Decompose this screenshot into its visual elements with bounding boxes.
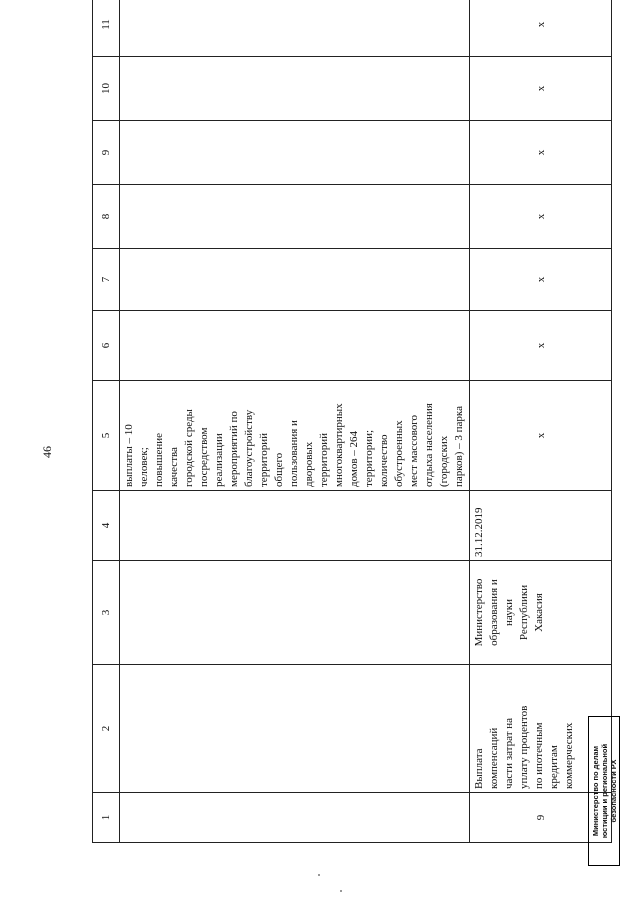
header-col-6: 6 [93,311,120,381]
table-cell: х [470,0,612,57]
table-cell: 31.12.2019 [470,491,612,561]
row-number: 9 [470,793,612,843]
table-cell: х [470,121,612,185]
table-cell [120,491,470,561]
table-cell: х [470,381,612,491]
table-container [92,19,612,843]
table-row [120,0,470,843]
table-cell: Выплата компенсаций части затрат на уплату процентов по ипотечным кредитам коммерческих [470,665,612,793]
program-table [92,0,612,843]
header-col-8: 8 [93,185,120,249]
header-col-11: 11 [93,0,120,57]
table-cell: х [470,311,612,381]
header-col-3: 3 [93,561,120,665]
registration-stamp [588,716,620,866]
table-cell [120,311,470,381]
header-col-4: 4 [93,491,120,561]
table-cell: х [470,57,612,121]
table-cell [120,121,470,185]
header-col-2: 2 [93,665,120,793]
page-number: 46 [40,446,54,458]
table-cell [120,249,470,311]
stamp-text [589,717,619,865]
header-col-9: 9 [93,121,120,185]
table-cell [120,665,470,793]
stamp-line: Министерство по делам [591,745,600,837]
table-cell: выплаты – 10 человек; повышение качества городской среды посредством реализации мероприятий по благоустройству территорий общего пользования и дворовых территорий многоквартирных домов – 264 территории; количество обустроенных мест массового отдыха населения (городских парков) – 3 парка [120,381,470,491]
stamp-line: безопасности РХ [609,759,618,823]
table-cell [120,793,470,843]
header-col-7: 7 [93,249,120,311]
table-cell [120,57,470,121]
header-col-1: 1 [93,793,120,843]
table-cell: х [470,249,612,311]
scan-speck [340,890,342,892]
table-cell [120,0,470,57]
stamp-line: юстиции и региональной [600,743,609,839]
table-cell: Министерство образования и науки Республики Хакасия [470,561,612,665]
header-row [93,0,120,843]
table-cell [120,185,470,249]
header-col-10: 10 [93,57,120,121]
header-col-5: 5 [93,381,120,491]
table-cell [120,561,470,665]
table-cell: х [470,185,612,249]
scan-speck [318,874,320,876]
